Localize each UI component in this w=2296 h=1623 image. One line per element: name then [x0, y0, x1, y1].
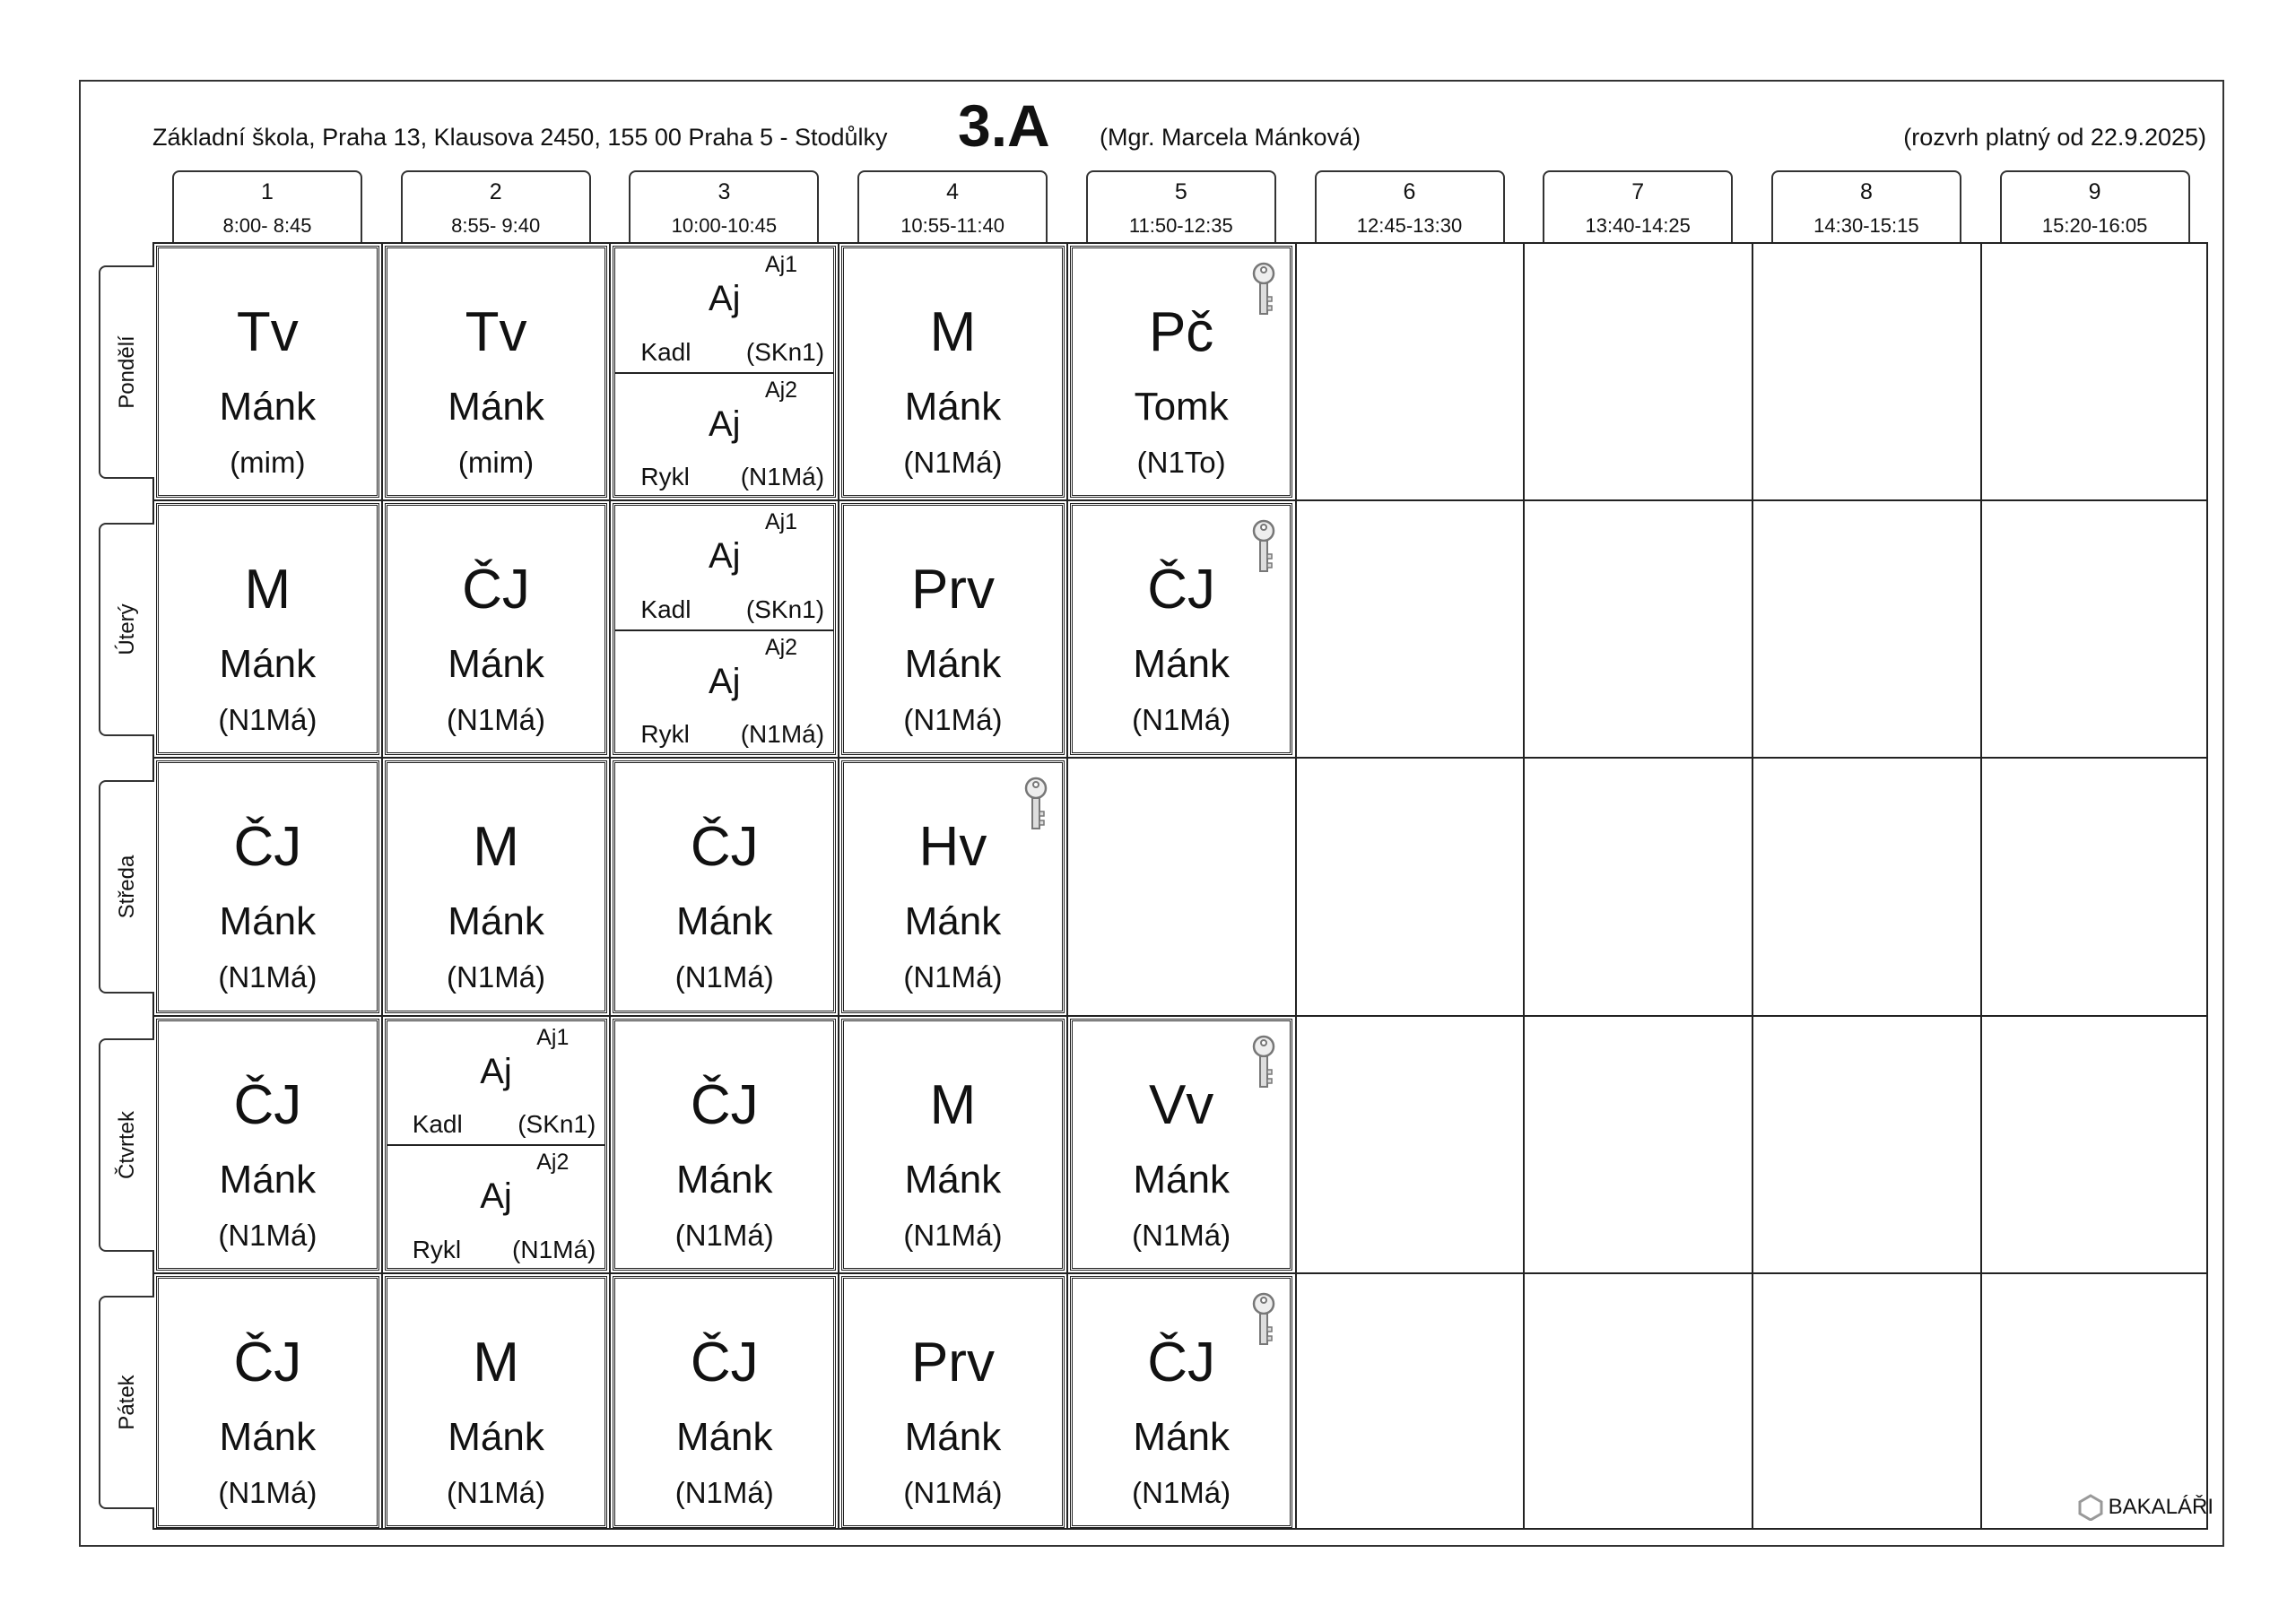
teacher: Mánk	[219, 385, 317, 429]
period-number: 3	[718, 179, 731, 204]
teacher: Rykl	[412, 1235, 462, 1263]
key-icon	[1250, 518, 1277, 576]
day-label: Čtvrtek	[115, 1110, 139, 1179]
key-icon	[1250, 1034, 1277, 1091]
period-tab	[1543, 170, 1733, 242]
teacher: Mánk	[675, 1414, 773, 1459]
subject: ČJ	[1147, 1331, 1216, 1393]
teacher: Mánk	[219, 642, 317, 687]
group-name: Aj2	[536, 1150, 570, 1176]
teacher: Mánk	[219, 1157, 317, 1202]
period-time: 14:30-15:15	[1813, 214, 1919, 237]
grid-row-line	[152, 1015, 2208, 1017]
subject: ČJ	[233, 1331, 302, 1393]
brand-logo	[2078, 1494, 2213, 1521]
room: (SKn1)	[517, 1110, 596, 1139]
teacher: Kadl	[412, 1110, 463, 1139]
room: (N1Má)	[740, 463, 825, 491]
subject: Aj	[708, 536, 741, 577]
room: (N1Má)	[903, 960, 1003, 994]
teacher: Mánk	[904, 1414, 1002, 1459]
subject: Aj	[708, 404, 741, 444]
lesson-cell[interactable]	[385, 246, 608, 498]
period-time: 8:00- 8:45	[222, 214, 312, 237]
period-time: 10:00-10:45	[671, 214, 778, 237]
day-tab	[99, 265, 154, 479]
period-tab	[629, 170, 819, 242]
group-lesson[interactable]	[387, 1144, 605, 1270]
grid-column-line	[1523, 242, 1525, 1530]
teacher: Mánk	[219, 1414, 317, 1459]
period-time: 12:45-13:30	[1356, 214, 1463, 237]
lesson-cell[interactable]	[156, 246, 379, 498]
group-lesson[interactable]	[615, 372, 833, 498]
day-tab	[99, 1038, 154, 1252]
key-icon	[1250, 1291, 1277, 1349]
teacher: Mánk	[675, 1157, 773, 1202]
subject: M	[929, 301, 977, 363]
lesson-cell[interactable]	[156, 1276, 379, 1528]
period-tab	[857, 170, 1048, 242]
period-tab	[1315, 170, 1505, 242]
room: (N1Má)	[218, 1218, 317, 1252]
day-tab	[99, 780, 154, 994]
room: (N1Má)	[447, 703, 546, 737]
teacher: Kadl	[640, 337, 691, 366]
subject: ČJ	[233, 1073, 302, 1136]
period-number: 6	[1403, 179, 1416, 204]
teacher: Mánk	[448, 899, 544, 944]
lesson-cell[interactable]	[841, 503, 1065, 755]
lesson-cell[interactable]	[1070, 503, 1293, 755]
teacher: Mánk	[219, 899, 317, 944]
room: (N1Má)	[218, 1475, 317, 1509]
subject: M	[473, 816, 519, 879]
brand-name: BAKALÁŘI	[2108, 1495, 2213, 1519]
lesson-cell[interactable]	[613, 1276, 836, 1528]
school-name: Základní škola, Praha 13, Klausova 2450, 155 00 Praha 5 - Stodůlky	[152, 124, 888, 151]
room: (N1Má)	[218, 703, 317, 737]
subject: M	[244, 559, 291, 621]
period-tab	[1086, 170, 1276, 242]
teacher: Mánk	[448, 1414, 544, 1459]
period-tab	[1771, 170, 1961, 242]
lesson-cell[interactable]	[1070, 1276, 1293, 1528]
room: (mim)	[457, 446, 535, 479]
day-label: Úterý	[115, 603, 139, 655]
subject: Tv	[465, 301, 527, 363]
class-teacher: (Mgr. Marcela Mánková)	[1100, 124, 1361, 151]
room: (N1Má)	[512, 1235, 596, 1263]
group-name: Aj1	[764, 252, 798, 277]
subject: ČJ	[690, 1331, 759, 1393]
teacher: Mánk	[1133, 1157, 1230, 1202]
day-label: Středa	[115, 855, 139, 919]
group-lesson[interactable]	[387, 1021, 605, 1145]
period-time: 15:20-16:05	[2041, 214, 2148, 237]
grid-row-line	[152, 757, 2208, 759]
lesson-cell[interactable]	[613, 1019, 836, 1271]
valid-from: (rozvrh platný od 22.9.2025)	[1903, 124, 2206, 151]
day-tab	[99, 523, 154, 736]
lesson-cell[interactable]	[613, 503, 836, 755]
group-lesson[interactable]	[615, 248, 833, 372]
subject: M	[473, 1331, 519, 1393]
room: (SKn1)	[745, 595, 825, 623]
room: (N1Má)	[903, 703, 1003, 737]
subject: M	[929, 1073, 977, 1136]
room: (N1Má)	[903, 446, 1003, 479]
subject: Pč	[1148, 301, 1214, 363]
period-time: 8:55- 9:40	[451, 214, 541, 237]
lesson-cell[interactable]	[385, 1019, 608, 1271]
group-lesson[interactable]	[615, 629, 833, 755]
teacher: Mánk	[1133, 1414, 1230, 1459]
period-number: 4	[946, 179, 960, 204]
room: (mim)	[230, 446, 306, 479]
bakalari-logo-icon	[2078, 1494, 2103, 1521]
subject: Aj	[480, 1051, 512, 1091]
period-number: 9	[2088, 179, 2101, 204]
grid-row-line	[152, 499, 2208, 501]
period-tab	[401, 170, 591, 242]
subject: Vv	[1148, 1073, 1214, 1136]
room: (N1Má)	[903, 1218, 1003, 1252]
subject: Tv	[236, 301, 299, 363]
room: (N1Má)	[218, 960, 317, 994]
period-number: 7	[1631, 179, 1645, 204]
subject: ČJ	[690, 816, 759, 879]
room: (N1Má)	[674, 1218, 774, 1252]
group-name: Aj1	[536, 1024, 570, 1050]
subject: Hv	[918, 816, 987, 879]
period-number: 5	[1174, 179, 1187, 204]
room: (N1Má)	[1132, 1475, 1231, 1509]
subject: Prv	[910, 559, 995, 621]
day-label: Pondělí	[115, 335, 139, 409]
teacher: Mánk	[904, 642, 1002, 687]
period-time: 11:50-12:35	[1128, 214, 1233, 237]
group-name: Aj2	[764, 634, 798, 660]
subject: Aj	[708, 661, 741, 701]
key-icon	[1022, 776, 1049, 833]
teacher: Rykl	[640, 720, 690, 749]
grid-row-line	[152, 1272, 2208, 1274]
period-time: 10:55-11:40	[900, 214, 1004, 237]
group-lesson[interactable]	[615, 506, 833, 629]
teacher: Mánk	[448, 385, 544, 429]
teacher: Mánk	[1133, 642, 1230, 687]
room: (N1Má)	[1132, 703, 1231, 737]
room: (N1To)	[1136, 446, 1226, 479]
teacher: Tomk	[1134, 385, 1229, 429]
subject: ČJ	[690, 1073, 759, 1136]
lesson-cell[interactable]	[841, 1019, 1065, 1271]
subject: ČJ	[233, 816, 302, 879]
lesson-cell[interactable]	[156, 503, 379, 755]
lesson-cell[interactable]	[385, 503, 608, 755]
period-number: 8	[1859, 179, 1873, 204]
period-tab	[172, 170, 362, 242]
room: (N1Má)	[1132, 1218, 1231, 1252]
lesson-cell[interactable]	[1070, 246, 1293, 498]
subject: Aj	[708, 279, 741, 318]
grid-column-line	[1295, 242, 1297, 1530]
subject: ČJ	[462, 559, 530, 621]
room: (N1Má)	[447, 960, 546, 994]
grid-column-line	[1066, 242, 1068, 1530]
grid-column-line	[1752, 242, 1753, 1530]
teacher: Mánk	[448, 642, 544, 687]
period-number: 1	[261, 179, 274, 204]
room: (N1Má)	[674, 1475, 774, 1509]
lesson-cell[interactable]	[613, 760, 836, 1012]
teacher: Mánk	[904, 1157, 1002, 1202]
grid-column-line	[609, 242, 611, 1530]
period-number: 2	[489, 179, 502, 204]
subject: Prv	[910, 1331, 995, 1393]
room: (N1Má)	[447, 1475, 546, 1509]
lesson-cell[interactable]	[156, 760, 379, 1012]
room: (N1Má)	[903, 1475, 1003, 1509]
lesson-cell[interactable]	[1070, 1019, 1293, 1271]
group-name: Aj2	[764, 377, 798, 403]
teacher: Mánk	[904, 899, 1002, 944]
room: (N1Má)	[674, 960, 774, 994]
teacher: Kadl	[640, 595, 691, 623]
lesson-cell[interactable]	[613, 246, 836, 498]
teacher: Mánk	[675, 899, 773, 944]
lesson-cell[interactable]	[841, 246, 1065, 498]
room: (SKn1)	[745, 337, 825, 366]
grid-column-line	[1980, 242, 1982, 1530]
teacher: Mánk	[904, 385, 1002, 429]
room: (N1Má)	[740, 720, 825, 749]
lesson-cell[interactable]	[156, 1019, 379, 1271]
period-tab	[2000, 170, 2190, 242]
key-icon	[1250, 261, 1277, 318]
subject: ČJ	[1147, 559, 1216, 621]
day-tab	[99, 1296, 154, 1509]
period-time: 13:40-14:25	[1585, 214, 1691, 237]
teacher: Rykl	[640, 463, 690, 491]
day-label: Pátek	[115, 1375, 139, 1430]
lesson-cell[interactable]	[841, 760, 1065, 1012]
class-name: 3.A	[958, 92, 1050, 159]
grid-column-line	[838, 242, 839, 1530]
lesson-cell[interactable]	[841, 1276, 1065, 1528]
lesson-cell[interactable]	[385, 1276, 608, 1528]
grid-column-line	[381, 242, 383, 1530]
subject: Aj	[480, 1176, 512, 1217]
group-name: Aj1	[764, 509, 798, 535]
lesson-cell[interactable]	[385, 760, 608, 1012]
